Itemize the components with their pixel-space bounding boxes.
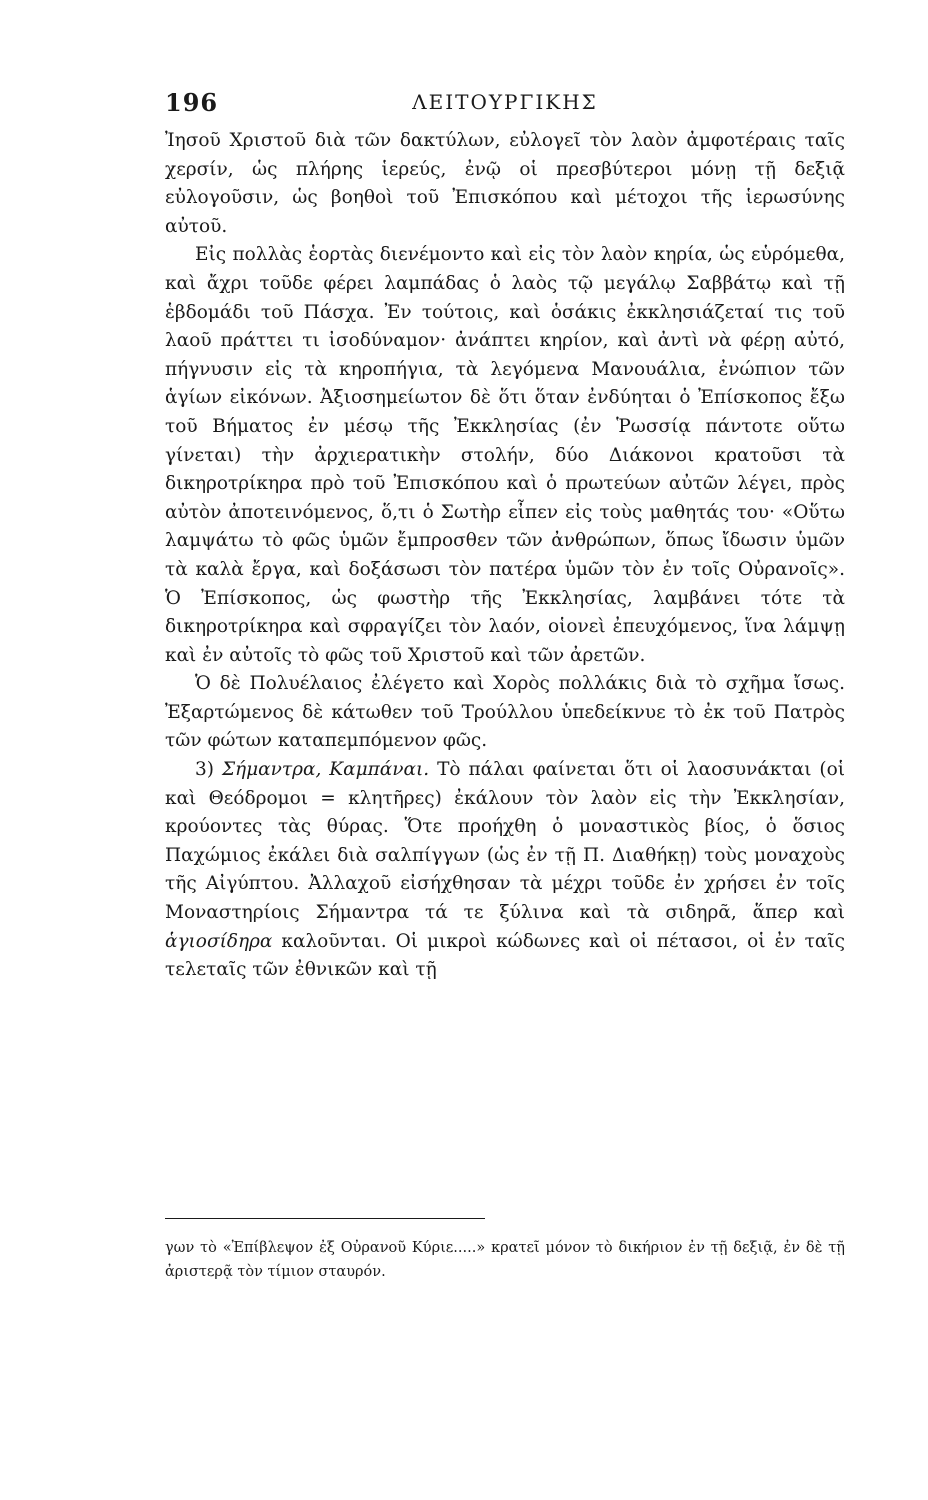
text-run: Τὸ πάλαι φαίνεται ὅτι οἱ λαοσυνάκται (οἱ καὶ Θεόδρομοι = κλητῆρες) ἐκάλουν τὸν λαὸν εἰς τὴν Ἐκκλησίαν, κρούοντες τὰς θύρας. Ὅτε προήχθη ὁ μοναστικὸς βίος, ὁ ὅσιος Παχώμιος ἐκάλει διὰ σαλπίγγων (ὡς ἐν τῇ Π. Διαθήκῃ) τοὺς μοναχοὺς τῆς Αἰγύπτου. Ἀλλαχοῦ εἰσήχθησαν τὰ μέχρι τοῦδε ἐν χρήσει ἐν τοῖς Μοναστηρίοις Σήμαντρα τά τε ξύλινα καὶ τὰ σιδηρᾶ, ἅπερ καὶ <box>165 759 845 924</box>
running-head <box>165 88 845 118</box>
running-title: ΛΕΙΤΟΥΡΓΙΚΗΣ <box>412 90 598 114</box>
paragraph-1 <box>165 127 845 241</box>
paragraph-2 <box>165 241 845 670</box>
text-run: Ὁ δὲ Πολυέλαιος ἐλέγετο καὶ Χορὸς πολλάκις διὰ τὸ σχῆμα ἴσως. Ἐξαρτώμενος δὲ κάτωθεν τοῦ Τρούλλου ὑπεδείκνυε τὸ ἐκ τοῦ Πατρὸς τῶν φώτων καταπεμπόμενον φῶς. <box>165 673 845 752</box>
text-run: 3) <box>195 759 222 781</box>
text-run: καλοῦνται. Οἱ μικροὶ κώδωνες καὶ οἱ πέτασοι, οἱ ἐν ταῖς τελεταῖς τῶν ἐθνικῶν καὶ τῇ <box>165 930 845 981</box>
italic-run: Σήμαντρα, Καμπάναι. <box>221 759 430 781</box>
italic-run: ἁγιοσίδηρα <box>165 930 273 952</box>
paragraph-3 <box>165 670 845 756</box>
page-number: 196 <box>165 88 219 117</box>
footnote-rule <box>165 1218 485 1219</box>
text-run: Ἰησοῦ Χριστοῦ διὰ τῶν δακτύλων, εὐλογεῖ τὸν λαὸν ἀμφοτέραις ταῖς χερσίν, ὡς πλήρης ἱερεύς, ἐνῷ οἱ πρεσβύτεροι μόνῃ τῇ δεξιᾷ εὐλογοῦσιν, ὡς βοηθοὶ τοῦ Ἐπισκόπου καὶ μέτοχοι τῆς ἱερωσύνης αὐτοῦ. <box>165 130 845 237</box>
text-run: Εἰς πολλὰς ἑορτὰς διενέμοντο καὶ εἰς τὸν λαὸν κηρία, ὡς εὑρόμεθα, καὶ ἄχρι τοῦδε φέρει λαμπάδας ὁ λαὸς τῷ μεγάλῳ Σαββάτῳ καὶ τῇ ἑβδομάδι τοῦ Πάσχα. Ἐν τούτοις, καὶ ὁσάκις ἐκκλησιάζεταί τις τοῦ λαοῦ πράττει τι ἰσοδύναμον· ἀνάπτει κηρίον, καὶ ἀντὶ νὰ φέρῃ αὐτό, πήγνυσιν εἰς τὰ κηροπήγια, τὰ λεγόμενα Μανουάλια, ἐνώπιον τῶν ἁγίων εἰκόνων. Ἀξιοσημείωτον δὲ ὅτι ὅταν ἐνδύηται ὁ Ἐπίσκοπος ἔξω τοῦ Βήματος ἐν μέσῳ τῆς Ἐκκλησίας (ἐν Ῥωσσίᾳ πάντοτε οὕτω γίνεται) τὴν ἀρχιερατικὴν στολήν, δύο Διάκονοι κρατοῦσι τὰ δικηροτρίκηρα πρὸ τοῦ Ἐπισκόπου καὶ ὁ πρωτεύων αὐτῶν λέγει, πρὸς αὐτὸν ἀποτεινόμενος, ὅ,τι ὁ Σωτὴρ εἶπεν εἰς τοὺς μαθητάς του· «Οὕτω λαμψάτω τὸ φῶς ὑμῶν ἔμπροσθεν τῶν ἀνθρώπων, ὅπως ἴδωσιν ὑμῶν τὰ καλὰ ἔργα, καὶ δοξάσωσι τὸν πατέρα ὑμῶν τὸν ἐν τοῖς Οὐρανοῖς». Ὁ Ἐπίσκοπος, ὡς φωστὴρ τῆς Ἐκκλησίας, λαμβάνει τότε τὰ δικηροτρίκηρα καὶ σφραγίζει τὸν λαόν, οἱονεὶ ἐπευχόμενος, ἵνα λάμψῃ καὶ ἐν αὐτοῖς τὸ φῶς τοῦ Χριστοῦ καὶ τῶν ἀρετῶν. <box>165 244 845 666</box>
paragraph-4 <box>165 756 845 985</box>
footnote: γων τὸ «Ἐπίβλεψον ἐξ Οὐρανοῦ Κύριε.....» κρατεῖ μόνον τὸ δικήριον ἐν τῇ δεξιᾷ, ἐν δὲ τῇ ἀριστερᾷ τὸν τίμιον σταυρόν. <box>165 1240 845 1280</box>
body-text <box>165 127 845 985</box>
